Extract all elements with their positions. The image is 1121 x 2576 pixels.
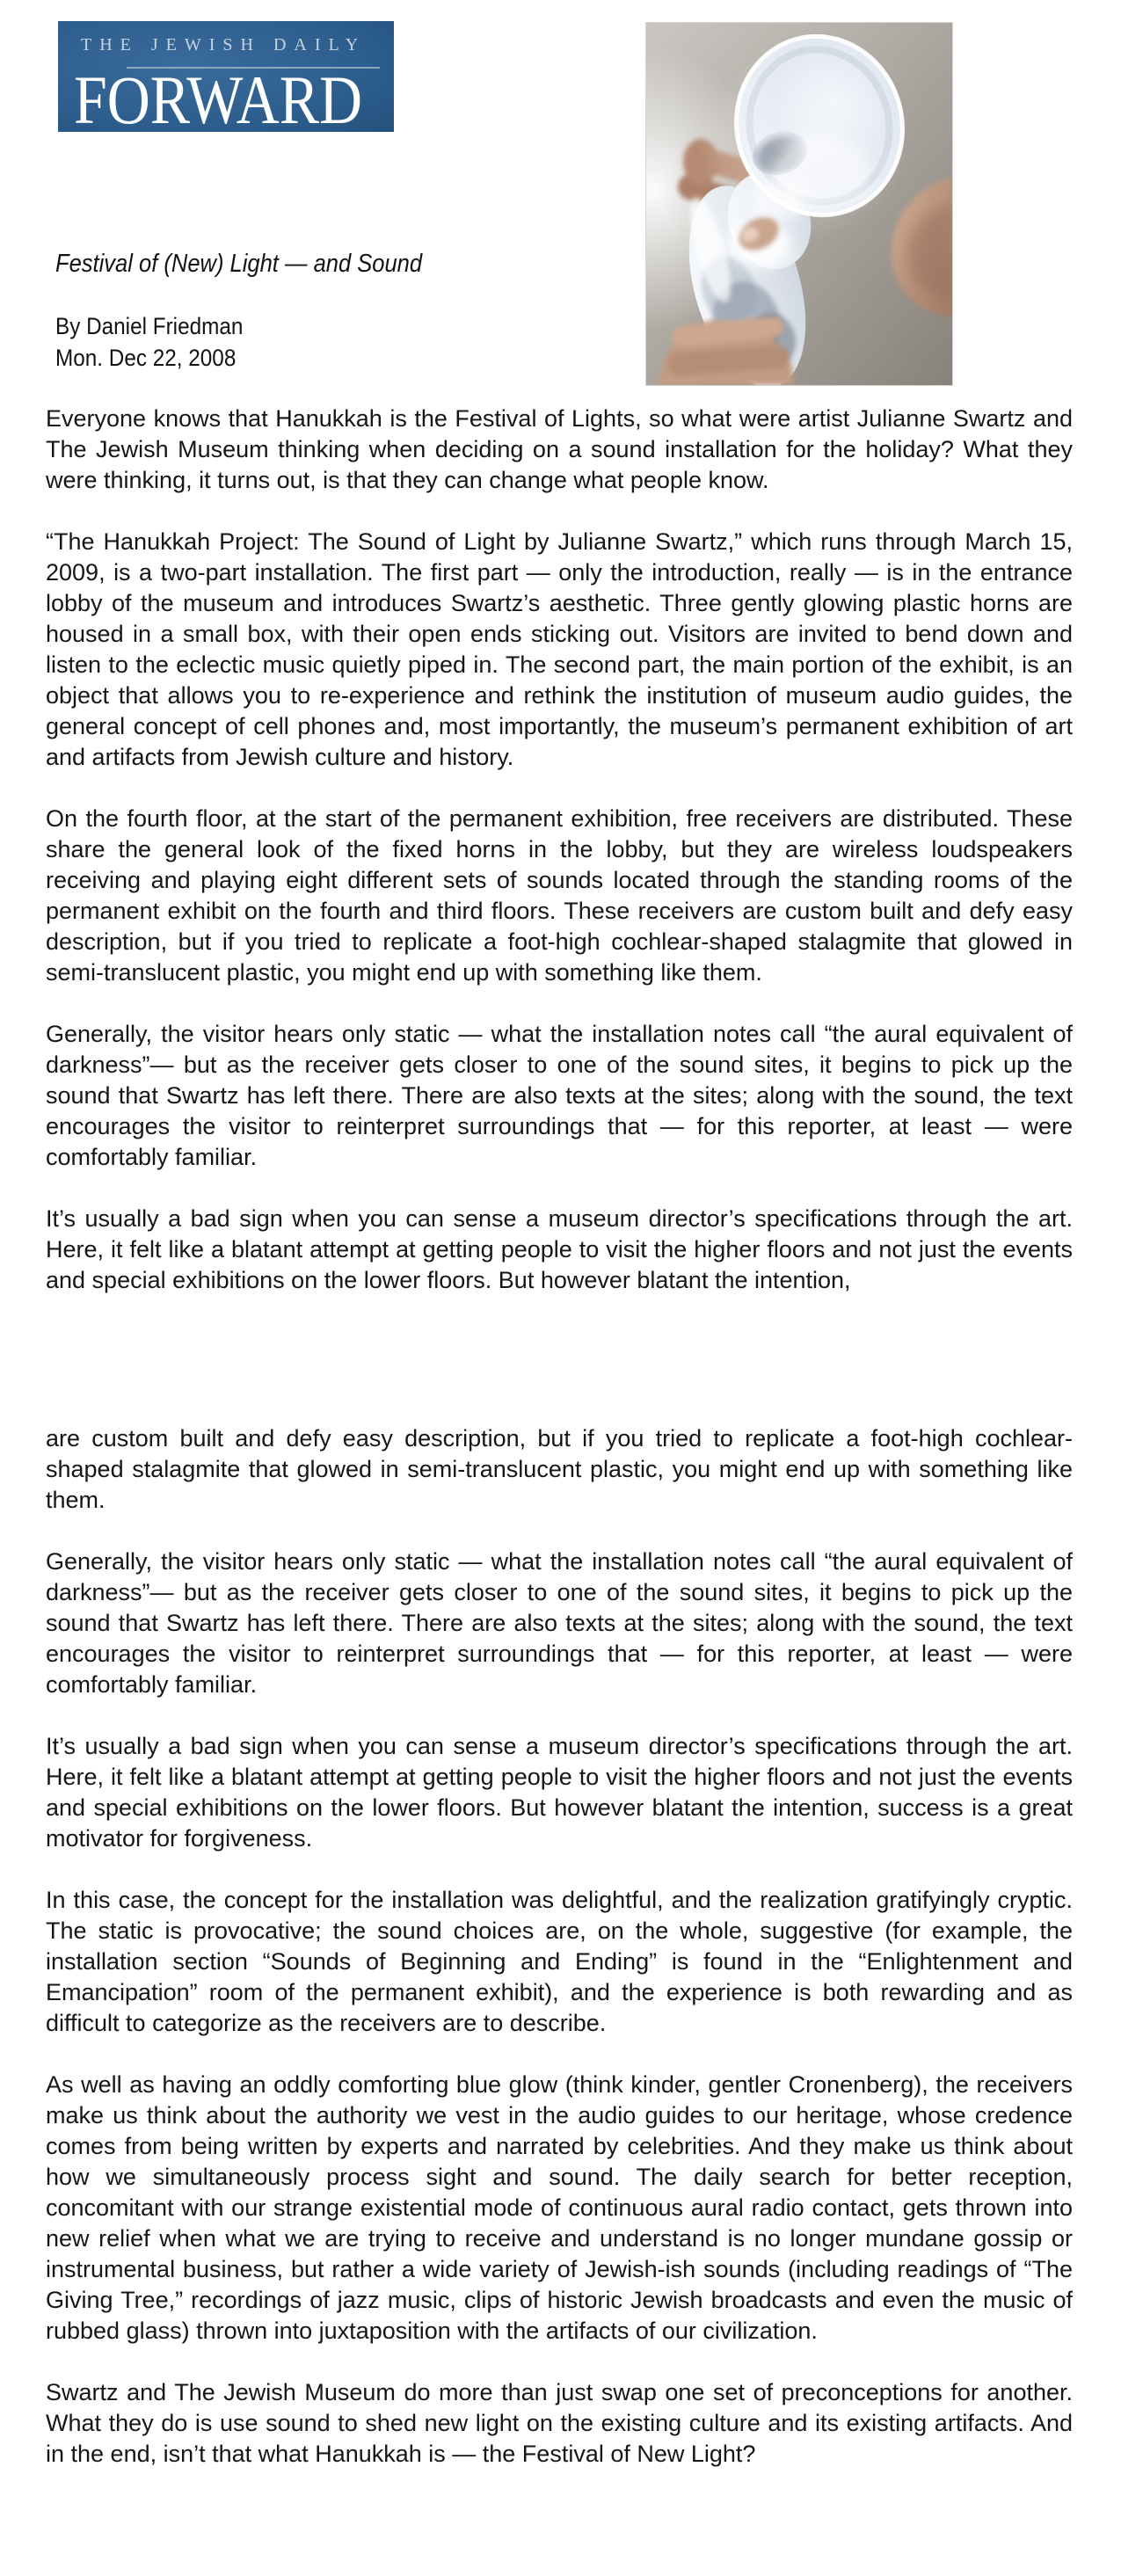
paragraph: On the fourth floor, at the start of the permanent exhibition, free receivers are distributed. These share the general look of the fixed horns in the lobby, but they are wireless loudspeakers receiving and playing eight different sets of sounds located through the standing rooms of the permanent exhibit on the fourth and third floors. These receivers are custom built and defy easy description, but if you tried to replicate a foot-high cochlear-shaped stalagmite that glowed in semi-translucent plastic, you might end up with something like them.	[46, 805, 1073, 986]
byline-block	[55, 310, 243, 374]
glowing-horn-receiver-image	[646, 23, 952, 385]
paragraph: “The Hanukkah Project: The Sound of Light by Julianne Swartz,” which runs through March 15, 2009, is a two-part installation. The first part — only the introduction, really — is in the entrance lobby of the museum and introduces Swartz’s aesthetic. Three gently glowing plastic horns are housed in a small box, with their open ends sticking out. Visitors are invited to bend down and listen to the eclectic music quietly piped in. The second part, the main portion of the exhibit, is an object that allows you to re-experience and rethink the institution of museum audio guides, the general concept of cell phones and, most importantly, the museum’s permanent exhibition of art and artifacts from Jewish culture and history.	[46, 528, 1073, 770]
forward-logo	[58, 21, 394, 138]
article-date: Mon. Dec 22, 2008	[55, 345, 237, 371]
logo-wordmark: FORWARD	[74, 62, 363, 138]
article-photo	[646, 23, 952, 385]
paragraph: Generally, the visitor hears only static — what the installation notes call “the aural equivalent of darkness”— but as the receiver gets closer to one of the sound sites, it begins to pick up the sound that Swartz has left there. There are also texts at the sites; along with the sound, the text encourages the visitor to reinterpret surroundings that — for this reporter, at least — were comfortably familiar.	[46, 1021, 1073, 1170]
paragraph: As well as having an oddly comforting blue glow (think kinder, gentler Cronenberg), the receivers make us think about the authority we vest in the audio guides to our heritage, whose credence comes from being written by experts and narrated by celebrities. And they make us think about how we simultaneously process sight and sound. The daily search for better reception, concomitant with our strange existential mode of continuous aural radio contact, gets thrown into new relief when what we are trying to receive and understand is no longer mundane gossip or instrumental business, but rather a wide variety of Jewish-ish sounds (including readings of “The Giving Tree,” recordings of jazz music, clips of historic Jewish broadcasts and even the music of rubbed glass) thrown into juxtaposition with the artifacts of our civilization.	[46, 2071, 1073, 2344]
paragraph: It’s usually a bad sign when you can sense a museum director’s specifications through the art. Here, it felt like a blatant attempt at getting people to visit the higher floors and not just the events and special exhibitions on the lower floors. But however blatant the intention, success is a great motivator for forgiveness.	[46, 1733, 1073, 1852]
article-page-1-text	[46, 404, 1073, 1296]
article-body	[46, 404, 1073, 2500]
paragraph: Swartz and The Jewish Museum do more than just swap one set of preconceptions for another. What they do is use sound to shed new light on the existing culture and its existing artifacts. And in the end, isn’t that what Hanukkah is — the Festival of New Light?	[46, 2379, 1073, 2467]
paragraph: In this case, the concept for the installation was delightful, and the realization gratifyingly cryptic. The static is provocative; the sound choices are, on the whole, suggestive (for example, the installation section “Sounds of Beginning and Ending” is found in the “Enlightenment and Emancipation” room of the permanent exhibit), and the experience is both rewarding and as difficult to categorize as the receivers are to describe.	[46, 1887, 1073, 2036]
paragraph: Generally, the visitor hears only static — what the installation notes call “the aural equivalent of darkness”— but as the receiver gets closer to one of the sound sites, it begins to pick up the sound that Swartz has left there. There are also texts at the sites; along with the sound, the text encourages the visitor to reinterpret surroundings that — for this reporter, at least — were comfortably familiar.	[46, 1548, 1073, 1698]
paragraph: It’s usually a bad sign when you can sense a museum director’s specifications through the art. Here, it felt like a blatant attempt at getting people to visit the higher floors and not just the events and special exhibitions on the lower floors. But however blatant the intention,	[46, 1205, 1073, 1293]
paragraph: are custom built and defy easy description, but if you tried to replicate a foot-high cochlear-shaped stalagmite that glowed in semi-translucent plastic, you might end up with something like them.	[46, 1425, 1073, 1513]
article-page-2-text	[46, 1423, 1073, 2470]
logo-tagline: THE JEWISH DAILY	[81, 35, 367, 55]
article-title: Festival of (New) Light — and Sound	[55, 250, 423, 278]
paragraph: Everyone knows that Hanukkah is the Festival of Lights, so what were artist Julianne Swartz and The Jewish Museum thinking when deciding on a sound installation for the holiday? What they were thinking, it turns out, is that they can change what people know.	[46, 405, 1073, 493]
article-byline: By Daniel Friedman	[55, 313, 244, 339]
